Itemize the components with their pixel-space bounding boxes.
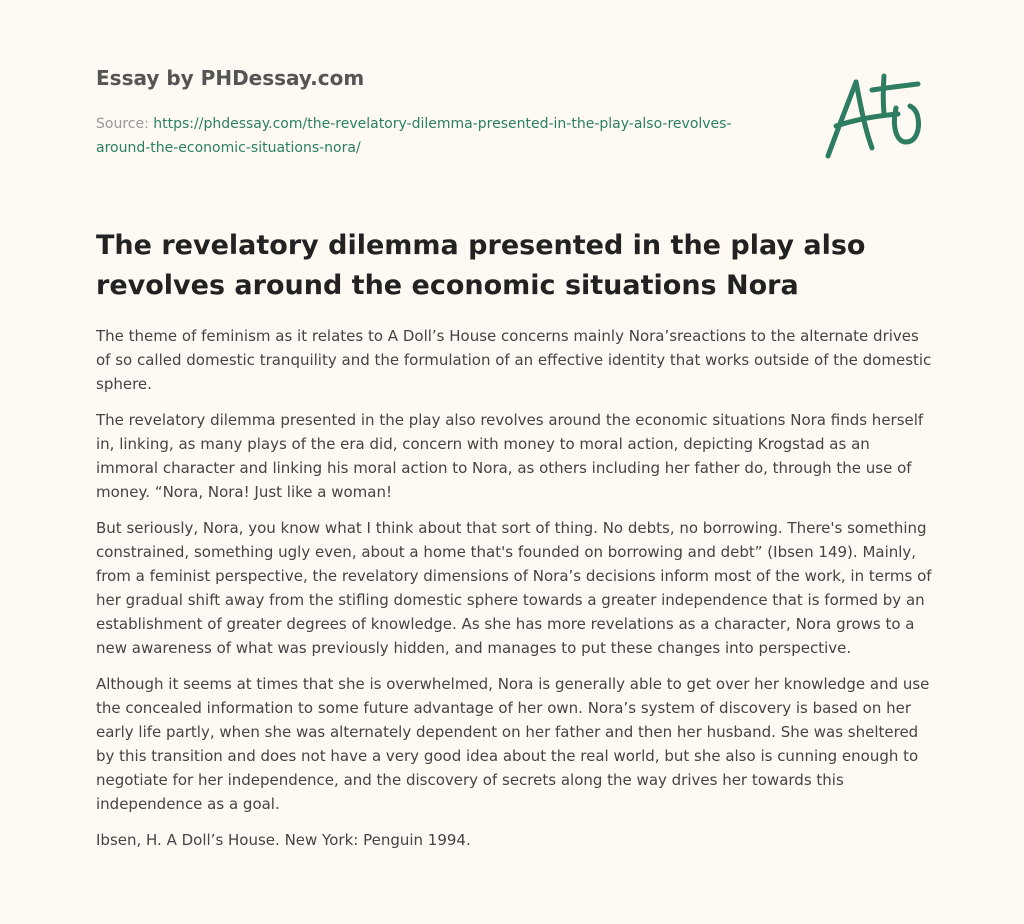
source-label: Source: [96,116,149,132]
source-link[interactable]: https://phdessay.com/the-revelatory-dilemma-presented-in-the-play-also-revolves-around-the-economic-situations-nora/ [96,116,732,156]
paragraph: The theme of feminism as it relates to A Doll’s House concerns mainly Nora’sreactions to the alternate drives of so called domestic tranquility and the formulation of an effective identity that works outside of the domestic sphere. [96,327,932,393]
paragraph: Although it seems at times that she is overwhelmed, Nora is generally able to get over her knowledge and use the concealed information to some future advantage of her own. Nora’s system of discovery is based on her early life partly, when she was alternately dependent on her father and then her husband. She was sheltered by this transition and does not have a very good idea about the real world, but she also is cunning enough to negotiate for her independence, and the discovery of secrets along the way drives her towards this independence as a goal. [96,675,930,813]
brand-title: Essay by PHDessay.com [96,66,365,90]
citation: Ibsen, H. A Doll’s House. New York: Penguin 1994. [96,831,471,849]
source-line [96,112,736,160]
page-header [96,64,736,160]
paragraph: But seriously, Nora, you know what I think about that sort of thing. No debts, no borrowing. There's something constrained, something ugly even, about a home that's founded on borrowing and debt” (Ibsen 149). Mainly, from a feminist perspective, the revelatory dimensions of Nora’s decisions inform most of the work, in terms of her gradual shift away from the stifling domestic sphere towards a greater independence that is formed by an establishment of greater degrees of knowledge. As she has more revelations as a character, Nora grows to a new awareness of what was previously hidden, and manages to put these changes into perspective. [96,519,932,657]
a-plus-grade-icon [822,68,928,164]
article-title: The revelatory dilemma presented in the play also revolves around the economic situations Nora [96,230,866,301]
article-body [96,324,932,864]
paragraph: The revelatory dilemma presented in the play also revolves around the economic situations Nora finds herself in, linking, as many plays of the era did, concern with money to moral action, depicting Krogstad as an immoral character and linking his moral action to Nora, as others including her father do, through the use of money. “Nora, Nora! Just like a woman! [96,411,924,501]
